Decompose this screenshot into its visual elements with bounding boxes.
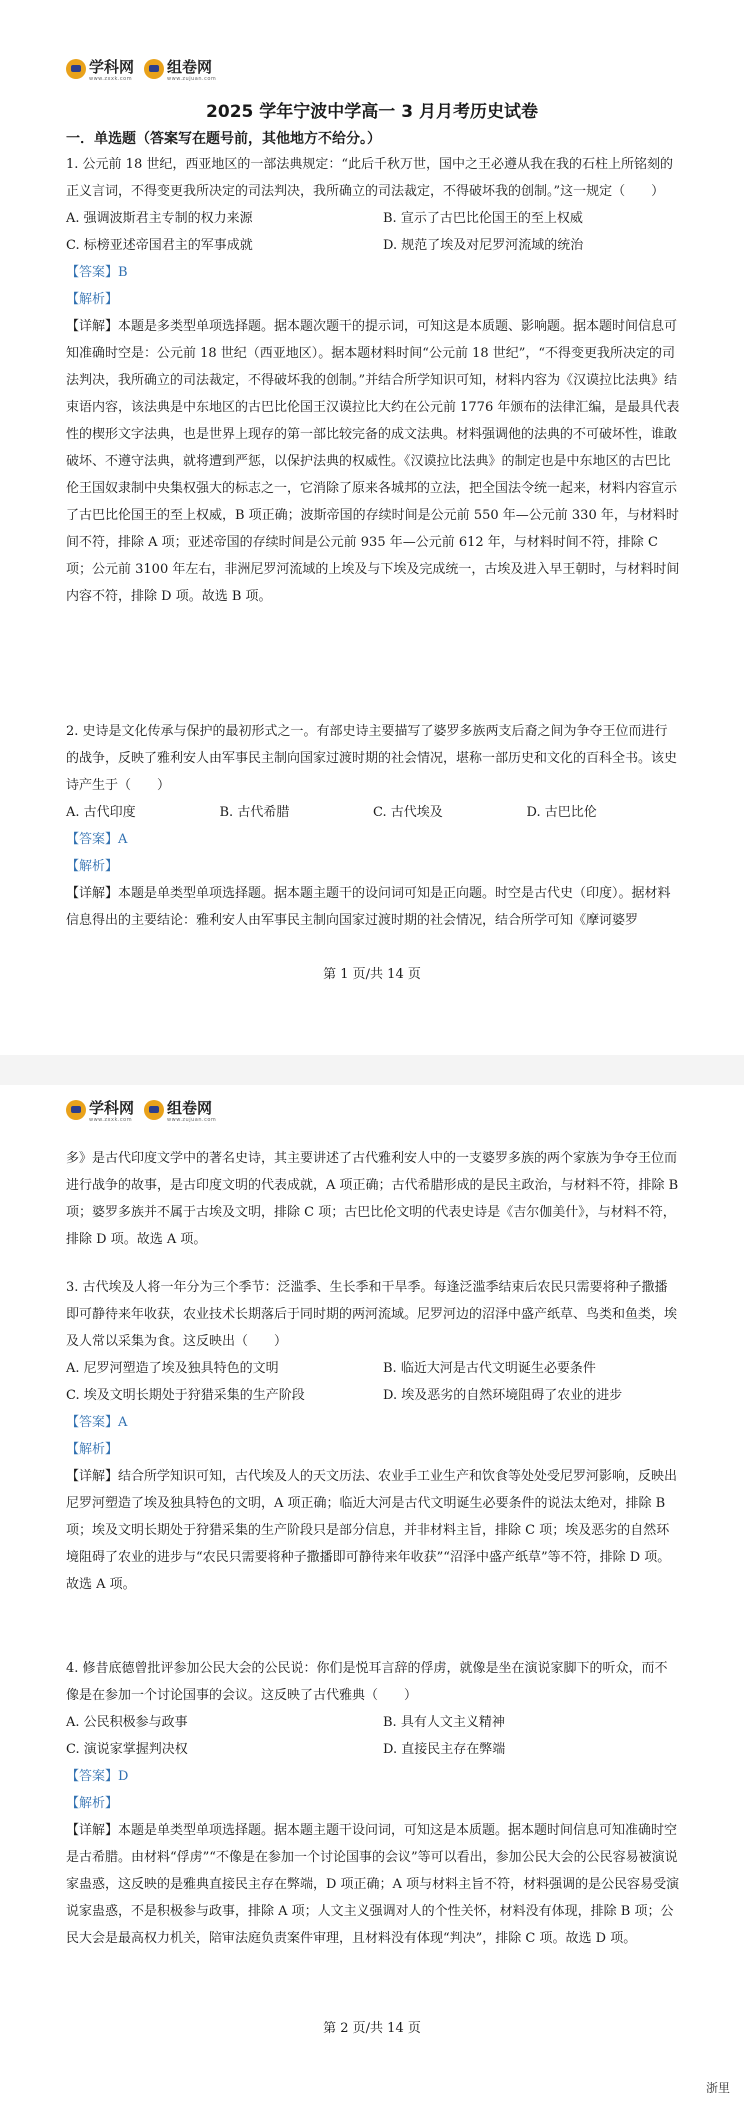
zujuan-logo [144,57,216,82]
question-4-option-c[interactable]: C. 演说家掌握判决权 [66,1742,188,1757]
question-2-detail-part1: 【详解】本题是单类型单项选择题。据本题主题干的设问词可知是正向题。时空是古代史（印度）。据材料信息得出的主要结论：雅利安人由军事民主制向国家过渡时期的社会情况，结合所学可知《摩诃婆罗 [66,886,671,928]
zxxk-logo-icon [66,1100,86,1120]
question-3-detail: 【详解】结合所学知识可知，古代埃及人的天文历法、农业手工业生产和饮食等处处受尼罗河影响，反映出尼罗河塑造了埃及独具特色的文明，A 项正确；临近大河是古代文明诞生必要条件的说法太绝对，排除 B 项；埃及文明长期处于狩猎采集的生产阶段只是部分信息，并非材料主旨，排除 C 项；埃及恶劣的自然环境阻碍了农业的进步与“农民只需要将种子撒播即可静待来年收获”“沼泽中盛产纸草”等不符，排除 D 项。故选 A 项。 [66,1469,678,1592]
page-2 [0,1085,744,2104]
question-2-analysis-label: 【解析】 [66,859,119,874]
question-3-option-d[interactable]: D. 埃及恶劣的自然环境阻碍了农业的进步 [383,1388,623,1403]
corner-watermark: 浙里 [705,2081,730,2095]
question-1 [66,151,680,610]
question-4-options [66,1709,680,1763]
question-3-option-b[interactable]: B. 临近大河是古代文明诞生必要条件 [383,1361,596,1376]
question-1-analysis-label: 【解析】 [66,292,119,307]
question-3-analysis-label: 【解析】 [66,1442,119,1457]
question-3-answer: 【答案】A [66,1415,128,1430]
question-2-options [66,799,680,826]
zxxk-logo-icon [66,59,86,79]
question-3-options [66,1355,680,1409]
question-1-option-d[interactable]: D. 规范了埃及对尼罗河流域的统治 [383,238,584,253]
question-3 [66,1274,680,1598]
zxxk-logo [66,57,134,82]
zxxk-logo [66,1098,134,1123]
question-4-stem: 4. 修昔底德曾批评参加公民大会的公民说：你们是悦耳言辞的俘虏，就像是坐在演说家脚下的听众，而不像是在参加一个讨论国事的会议。这反映了古代雅典（ ） [66,1661,668,1703]
zujuan-logo-icon [144,1100,164,1120]
question-4-answer: 【答案】D [66,1769,129,1784]
header-logos [66,56,216,82]
question-4-analysis-label: 【解析】 [66,1796,119,1811]
question-2-option-a[interactable]: A. 古代印度 [66,805,136,820]
question-2-answer: 【答案】A [66,832,128,847]
zxxk-logo-url: www.zxxk.com [89,1116,133,1123]
exam-title: 2025 学年宁波中学高一 3 月月考历史试卷 [206,102,538,122]
question-4 [66,1655,680,1952]
question-1-option-a[interactable]: A. 强调波斯君主专制的权力来源 [66,211,253,226]
zujuan-logo [144,1098,216,1123]
header-logos-page-2 [66,1097,216,1123]
question-1-stem: 1. 公元前 18 世纪，西亚地区的一部法典规定：“此后千秋万世，国中之王必遵从我在我的石柱上所铭刻的正义言词，不得变更我所决定的司法判决，我所确立的司法裁定，不得破坏我的创制。”这一规定（ ） [66,157,673,199]
question-1-option-c[interactable]: C. 标榜亚述帝国君主的军事成就 [66,238,253,253]
question-1-answer: 【答案】B [66,265,128,280]
page-2-footer: 第 2 页/共 14 页 [323,2021,421,2036]
question-2-option-d[interactable]: D. 古巴比伦 [526,805,597,820]
zxxk-logo-text: 学科网 [89,57,135,76]
question-3-stem: 3. 古代埃及人将一年分为三个季节：泛滥季、生长季和干旱季。每逢泛滥季结束后农民只需要将种子撒播即可静待来年收获，农业技术长期落后于同时期的两河流域。尼罗河边的沼泽中盛产纸草、鸟类和鱼类，埃及人常以采集为食。这反映出（ ） [66,1280,678,1349]
page-gap [0,1055,744,1085]
question-3-option-c[interactable]: C. 埃及文明长期处于狩猎采集的生产阶段 [66,1388,305,1403]
question-2-option-b[interactable]: B. 古代希腊 [219,805,290,820]
question-2-continued [66,1145,680,1253]
zujuan-logo-url: www.zujuan.com [167,75,217,82]
zujuan-logo-text: 组卷网 [167,57,213,76]
question-4-detail: 【详解】本题是单类型单项选择题。据本题主题干设问词，可知这是本质题。据本题时间信息可知准确时空是古希腊。由材料“俘虏”“不像是在参加一个讨论国事的会议”等可以看出，参加公民大会的公民容易被演说家蛊惑，这反映的是雅典直接民主存在弊端，D 项正确；A 项与材料主旨不符，材料强调的是公民容易受演说家蛊惑，不是积极参与政事，排除 A 项；人文主义强调对人的个性关怀，材料没有体现，排除 B 项；公民大会是最高权力机关，陪审法庭负责案件审理，且材料没有体现“判决”，排除 C 项。故选 D 项。 [66,1823,680,1946]
zujuan-logo-url: www.zujuan.com [167,1116,217,1123]
question-1-options [66,205,680,259]
question-4-option-d[interactable]: D. 直接民主存在弊端 [383,1742,506,1757]
question-1-detail: 【详解】本题是多类型单项选择题。据本题次题干的提示词，可知这是本质题、影响题。据本题时间信息可知准确时空是：公元前 18 世纪（西亚地区）。据本题材料时间“公元前 18 世纪”，“不得变更我所决定的司法判决，我所确立的司法裁定，不得破坏我的创制。”并结合所学知识可知，材料内容为《汉谟拉比法典》结束语内容，该法典是中东地区的古巴比伦国王汉谟拉比大约在公元前 1776 年颁布的法律汇编，是最具代表性的楔形文字法典，也是世界上现存的第一部比较完备的成文法典。材料强调他的法典的不可破坏性，谁敢破坏、不遵守法典，就将遭到严惩，以保护法典的权威性。《汉谟拉比法典》的制定也是中东地区的古巴比伦王国奴隶制中央集权强大的标志之一，它消除了原来各城邦的立法，把全国法令统一起来，材料内容宣示了古巴比伦国王的至上权威，B 项正确；波斯帝国的存续时间是公元前 550 年—公元前 330 年，与材料时间不符，排除 A 项；亚述帝国的存续时间是公元前 935 年—公元前 612 年，与材料时间不符，排除 C 项；公元前 3100 年左右，非洲尼罗河流域的上埃及与下埃及完成统一，古埃及进入早王朝时，与材料时间内容不符，排除 D 项。故选 B 项。 [66,319,680,604]
zujuan-logo-text: 组卷网 [167,1098,213,1117]
question-4-option-a[interactable]: A. 公民积极参与政事 [66,1715,188,1730]
question-2-stem: 2. 史诗是文化传承与保护的最初形式之一。有部史诗主要描写了婆罗多族两支后裔之间为争夺王位而进行的战争，反映了雅利安人由军事民主制向国家过渡时期的社会情况，堪称一部历史和文化的百科全书。该史诗产生于（ ） [66,724,678,793]
section-heading: 一．单选题（答案写在题号前，其他地方不给分。） [66,131,381,147]
question-2-detail-part2: 多》是古代印度文学中的著名史诗，其主要讲述了古代雅利安人中的一支婆罗多族的两个家族为争夺王位而进行战争的故事，是古印度文明的代表成就，A 项正确；古代希腊形成的是民主政治，与材料不符，排除 B 项；婆罗多族并不属于古埃及文明，排除 C 项；古巴比伦文明的代表史诗是《吉尔伽美什》，与材料不符，排除 D 项。故选 A 项。 [66,1151,679,1247]
question-4-option-b[interactable]: B. 具有人文主义精神 [383,1715,505,1730]
question-1-option-b[interactable]: B. 宣示了古巴比伦国王的至上权威 [383,211,583,226]
zxxk-logo-url: www.zxxk.com [89,75,133,82]
question-2-option-c[interactable]: C. 古代埃及 [373,805,443,820]
zujuan-logo-icon [144,59,164,79]
question-2 [66,718,680,934]
zxxk-logo-text: 学科网 [89,1098,135,1117]
page-1-footer: 第 1 页/共 14 页 [323,967,421,982]
question-3-option-a[interactable]: A. 尼罗河塑造了埃及独具特色的文明 [66,1361,279,1376]
